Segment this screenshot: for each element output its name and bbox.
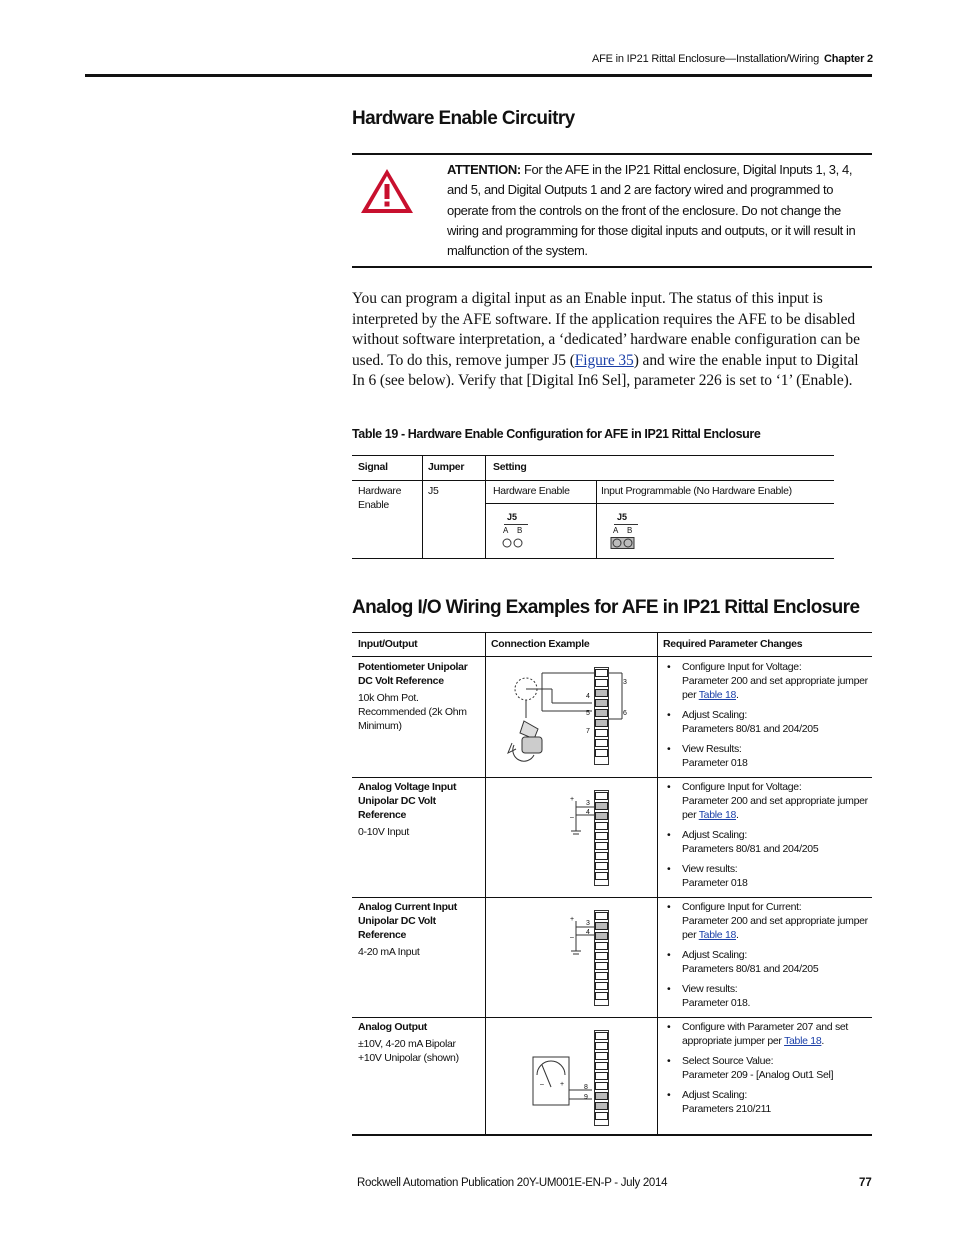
table-18-link[interactable]: Table 18 [698,929,737,941]
terminal-block [594,1030,609,1126]
attention-text: For the AFE in the IP21 Rittal enclosure, Digital Inputs 1, 3, 4, and 5, and Digital Outputs 1 and 2 are factory wired and programmed to operate from the controls on the front of the enclosure. Do not change the wiring and programming for those digital inputs and outputs, or it will result in malfunction of the system. [447,162,856,259]
figure-35-link[interactable]: Figure 35 [574,351,634,369]
j5-label: J5 [507,512,518,522]
row-title: Potentiometer Unipolar DC Volt Reference [358,661,468,687]
terminal-label: 6 [623,710,627,717]
terminal-label: 3 [623,679,627,686]
attention-message [447,160,865,261]
running-header-section: AFE in IP21 Rittal Enclosure—Installation/Wiring [592,53,819,65]
attention-label: ATTENTION: [447,162,521,177]
terminal-label: 4 [586,693,590,700]
row-analog-voltage-label [358,780,480,839]
col-header-jumper: Jumper [428,461,465,473]
table-18-link[interactable]: Table 18 [784,1035,822,1047]
col-header-required-parameter-changes: Required Parameter Changes [663,638,803,650]
attention-top-rule [352,153,872,155]
footer-publication: Rockwell Automation Publication 20Y-UM001E-EN-P - July 2014 [357,1177,668,1189]
cell-setting-hardware-enable: Hardware Enable [493,485,570,497]
table-18-link[interactable]: Table 18 [698,809,737,821]
terminal-label: 8 [584,1084,588,1091]
analog-current-wiring-diagram [562,907,642,1007]
attention-bottom-rule [352,266,872,268]
paragraph-text-1: You can program a digital input as an Enable input. The status of this input is interpreted by the AFE software. If the application requires the AFE to be disabled without software interpretation, a ‘dedicated’ hardware enable configuration can be used. To do this, remove jumper J5 ( [352,290,860,369]
pin-a-label: A [613,526,619,535]
terminal-label: 4 [586,809,590,816]
jumper-j5-installed-diagram [610,512,642,556]
analog-output-wiring-diagram [532,1027,642,1129]
row-title: Analog Current Input Unipolar DC Volt Reference [358,901,457,941]
row-desc: 4-20 mA Input [358,946,420,958]
terminal-label: 7 [586,728,590,735]
row-potentiometer-params: • Configure Input for Voltage: Parameter 200 and set appropriate jumper per Table 18. • Adjust Scaling: Parameters 80/81 and 204/205 • View Results: Parameter 018 [663,660,868,776]
pin-a-label: A [503,526,509,535]
polarity-label: – [540,1081,544,1088]
terminal-block [594,667,609,765]
polarity-label: + [560,1081,565,1088]
polarity-label: – [570,814,574,821]
col-header-signal: Signal [358,461,388,473]
terminal-label: 3 [586,800,590,807]
col-header-connection-example: Connection Example [491,638,590,650]
row-title: Analog Output [358,1021,428,1033]
pin-b-label: B [627,526,633,535]
hardware-enable-paragraph [352,289,870,392]
table-18-link[interactable]: Table 18 [698,689,737,701]
row-title: Analog Voltage Input Unipolar DC Volt Reference [358,781,457,821]
jumpered-pins-icon [610,537,642,549]
row-desc: ±10V, 4-20 mA Bipolar +10V Unipolar (shown) [358,1038,459,1064]
col-header-setting: Setting [493,461,527,473]
terminal-block [594,790,609,886]
pin-b-label: B [517,526,523,535]
running-header-chapter: Chapter 2 [824,53,873,65]
header-rule [85,74,872,77]
terminal-label: 3 [586,920,590,927]
polarity-label: + [570,916,575,923]
col-header-input-output: Input/Output [358,638,418,650]
open-pins-icon [500,537,532,549]
cell-signal: Hardware Enable [358,485,402,511]
row-desc: 10k Ohm Pot. Recommended (2k Ohm Minimum) [358,692,467,732]
polarity-label: + [570,796,575,803]
potentiometer-icon [502,663,642,775]
section-title-hardware-enable: Hardware Enable Circuitry [352,108,575,129]
cell-jumper: J5 [428,485,439,497]
row-analog-current-label [358,900,480,959]
j5-label: J5 [617,512,628,522]
page-number: 77 [859,1177,872,1189]
paragraph-text-2: ) and wire the enable input to Digital In 6 (see below). Verify that [Digital In6 Sel], parameter 226 is set to ‘1’ (Enable). [352,351,859,389]
terminal-block [594,910,609,1006]
warning-triangle-icon [359,166,415,221]
row-potentiometer-label [358,660,480,733]
terminal-label: 5 [586,710,590,717]
analog-voltage-wiring-diagram [562,787,642,887]
potentiometer-wiring-diagram [502,663,642,775]
row-analog-output-params: • Configure with Parameter 207 and set appropriate jumper per Table 18. • Select Source Value: Parameter 209 - [Analog Out1 Sel] • Adjust Scaling: Parameters 210/211 [663,1020,868,1122]
row-analog-output-label [358,1020,480,1065]
jumper-j5-open-diagram [500,512,532,556]
polarity-label: – [570,934,574,941]
terminal-label: 9 [584,1094,588,1101]
table-19 [352,455,834,559]
table-19-caption: Table 19 - Hardware Enable Configuration for AFE in IP21 Rittal Enclosure [352,427,761,441]
section-title-analog-io: Analog I/O Wiring Examples for AFE in IP21 Rittal Enclosure [352,597,860,618]
terminal-label: 4 [586,929,590,936]
row-analog-voltage-params: • Configure Input for Voltage: Parameter 200 and set appropriate jumper per Table 18. • Adjust Scaling: Parameters 80/81 and 204/205 • View results: Parameter 018 [663,780,868,896]
row-desc: 0-10V Input [358,826,409,838]
row-analog-current-params: • Configure Input for Current: Parameter 200 and set appropriate jumper per Table 18. • Adjust Scaling: Parameters 80/81 and 204/205 • View results: Parameter 018. [663,900,868,1016]
analog-io-table [352,632,872,1136]
cell-setting-input-programmable: Input Programmable (No Hardware Enable) [601,485,792,497]
